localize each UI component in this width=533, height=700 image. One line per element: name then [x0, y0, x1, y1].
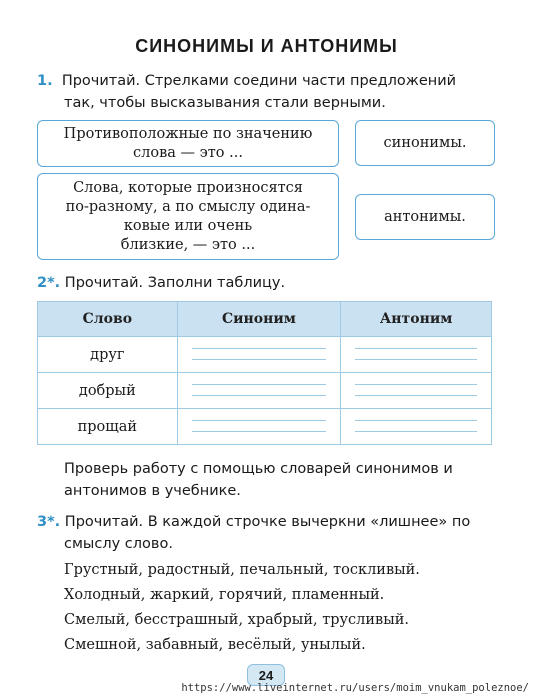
- task2-note: [64, 458, 453, 502]
- word-line-3[interactable]: Смелый, бесстрашный, храбрый, трусливый.: [64, 612, 410, 628]
- left-box-2-line4: близкие, — это ...: [120, 237, 256, 253]
- synonym-answer-cell[interactable]: [177, 337, 341, 373]
- header-word: Слово: [38, 302, 178, 337]
- synonym-answer-cell[interactable]: [177, 373, 341, 409]
- antonym-answer-cell[interactable]: [341, 409, 492, 445]
- page-number: 24: [247, 664, 285, 686]
- left-box-1-line1: Противоположные по значению: [63, 126, 313, 142]
- table-row: [38, 409, 492, 445]
- task2-number: 2*.: [37, 275, 61, 291]
- word-line-2[interactable]: Холодный, жаркий, горячий, пламенный.: [64, 587, 385, 603]
- task3-number: 3*.: [37, 514, 61, 530]
- antonym-answer-cell[interactable]: [341, 373, 492, 409]
- word-line-1[interactable]: Грустный, радостный, печальный, тоскливый.: [64, 562, 420, 578]
- task1-number: 1.: [37, 73, 53, 89]
- left-box-2-line2: по-разному, а по смыслу одина-: [65, 199, 311, 215]
- task1-instruction: [37, 70, 497, 114]
- task3-text-line2: смыслу слово.: [64, 536, 173, 552]
- left-box-1-line2: слова — это ...: [133, 145, 243, 161]
- left-box-1[interactable]: [37, 120, 339, 167]
- row-word: добрый: [38, 373, 178, 409]
- task2-note-line1: Проверь работу с помощью словарей синонимов и: [64, 461, 453, 477]
- antonym-answer-cell[interactable]: [341, 337, 492, 373]
- left-box-2-line3: ковые или очень: [123, 218, 253, 234]
- word-lines: [64, 558, 420, 658]
- page-title: СИНОНИМЫ И АНТОНИМЫ: [135, 36, 398, 56]
- header-antonym: Антоним: [341, 302, 492, 337]
- left-box-2-line1: Слова, которые произносятся: [73, 180, 303, 196]
- header-synonym: Синоним: [177, 302, 341, 337]
- left-box-2[interactable]: [37, 173, 339, 260]
- task2-instruction: [37, 272, 285, 294]
- row-word: друг: [38, 337, 178, 373]
- table-row: [38, 373, 492, 409]
- task3-text-line1: Прочитай. В каждой строчке вычеркни «лишнее» по: [64, 514, 471, 530]
- fill-table: [37, 301, 492, 445]
- right-box-antonyms[interactable]: антонимы.: [355, 194, 495, 240]
- synonym-answer-cell[interactable]: [177, 409, 341, 445]
- task1-text-line1: Прочитай. Стрелками соедини части предложений: [61, 73, 457, 89]
- task2-note-line2: антонимов в учебнике.: [64, 483, 241, 499]
- word-line-4[interactable]: Смешной, забавный, весёлый, унылый.: [64, 637, 366, 653]
- task2-text: Прочитай. Заполни таблицу.: [64, 275, 286, 291]
- row-word: прощай: [38, 409, 178, 445]
- task3-instruction: [37, 511, 470, 555]
- right-box-synonyms[interactable]: синонимы.: [355, 120, 495, 166]
- task1-text-line2: так, чтобы высказывания стали верными.: [64, 95, 386, 111]
- source-url: https://www.liveinternet.ru/users/moim_vnukam_poleznoe/: [181, 682, 529, 694]
- table-header-row: [38, 302, 492, 337]
- table-row: [38, 337, 492, 373]
